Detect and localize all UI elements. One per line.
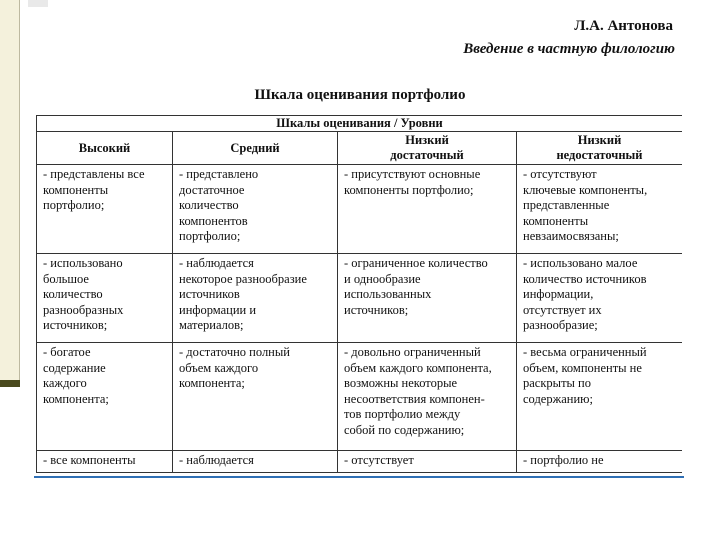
table-cell: - наблюдается xyxy=(173,451,338,473)
header-high: Высокий xyxy=(37,132,173,165)
course-title: Введение в частную филологию xyxy=(463,41,675,57)
table-cell: - использовано большое количество разнообразных источников; xyxy=(37,254,173,343)
table-caption-row xyxy=(37,116,683,132)
table-cell: - богатое содержание каждого компонента; xyxy=(37,343,173,451)
table-cell: - весьма ограниченный объем, компоненты не раскрыты по содержанию; xyxy=(517,343,683,451)
table-cell: - портфолио не xyxy=(517,451,683,473)
table-cell: - отсутствует xyxy=(338,451,517,473)
bottom-divider xyxy=(34,476,684,478)
table-cell: - присутствуют основные компоненты портфолио; xyxy=(338,165,517,254)
table-cell: - довольно ограниченный объем каждого компонента, возможны некоторые несоответствия компонен- тов портфолио между собой по содержанию; xyxy=(338,343,517,451)
header-medium: Средний xyxy=(173,132,338,165)
table-row xyxy=(37,343,683,451)
page-title: Шкала оценивания портфолио xyxy=(254,87,466,103)
table-cell: - использовано малое количество источников информации, отсутствует их разнообразие; xyxy=(517,254,683,343)
header-low-insufficient: Низкий недостаточный xyxy=(517,132,683,165)
table-row xyxy=(37,254,683,343)
table-header-row xyxy=(37,132,683,165)
table-cell: - представлено достаточное количество компонентов портфолио; xyxy=(173,165,338,254)
top-decor-strip xyxy=(28,0,48,7)
table-cell: - все компоненты xyxy=(37,451,173,473)
table-cell: - представлены все компоненты портфолио; xyxy=(37,165,173,254)
table-cell: - ограниченное количество и однообразие использованных источников; xyxy=(338,254,517,343)
table-row xyxy=(37,165,683,254)
portfolio-scale-table xyxy=(36,115,682,473)
left-decor-line xyxy=(19,0,20,386)
author-name: Л.А. Антонова xyxy=(574,18,673,34)
table-row xyxy=(37,451,683,473)
table-cell: - достаточно полный объем каждого компонента; xyxy=(173,343,338,451)
table-cell: - наблюдается некоторое разнообразие источников информации и материалов; xyxy=(173,254,338,343)
olive-accent-bar xyxy=(0,380,20,387)
left-decor-band xyxy=(0,0,19,386)
table-caption: Шкалы оценивания / Уровни xyxy=(37,116,683,132)
header-low-sufficient: Низкий достаточный xyxy=(338,132,517,165)
portfolio-scale-table-container xyxy=(36,115,682,475)
table-cell: - отсутствуют ключевые компоненты, представленные компоненты невзаимосвязаны; xyxy=(517,165,683,254)
